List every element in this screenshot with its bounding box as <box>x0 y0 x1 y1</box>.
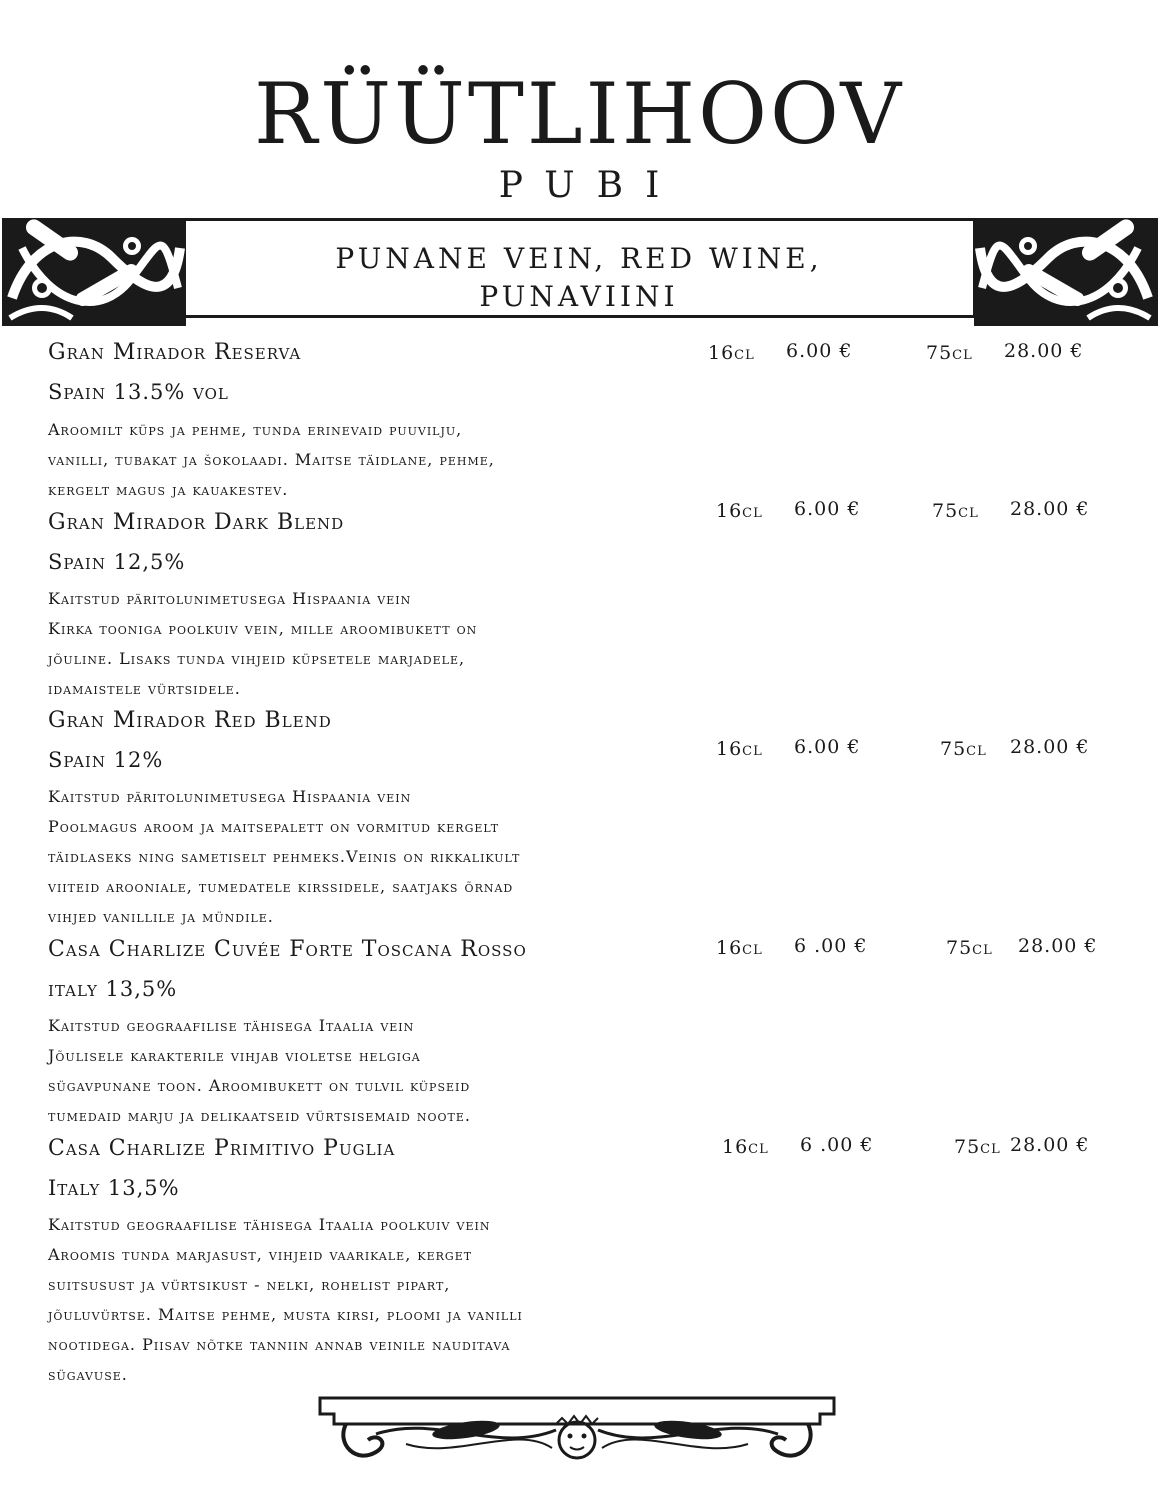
wine-description <box>48 782 608 932</box>
wine-name: Gran Mirador Dark Blend <box>48 510 345 535</box>
description-line: sügavpunane toon. Aroomibukett on tulvil küpseid <box>48 1076 471 1095</box>
description-line: kergelt magus ja kauakestev. <box>48 480 289 499</box>
bottle-price: 28.00 € <box>1010 498 1090 520</box>
wine-description <box>48 415 608 505</box>
description-line: suitsusust ja vürtsikust - nelki, rohelist pipart, <box>48 1275 451 1294</box>
description-line: Kaitstud geograafilise tähisega Itaalia poolkuiv vein <box>48 1215 491 1234</box>
description-line: Kirka tooniga poolkuiv vein, mille aroomibukett on <box>48 619 478 638</box>
bottle-size: 75cl <box>926 342 973 364</box>
bottle-size: 75cl <box>946 937 993 959</box>
glass-size: 16cl <box>708 342 755 364</box>
description-line: Aroomilt küps ja pehme, tunda erinevaid puuvilju, <box>48 420 463 439</box>
bottle-price: 28.00 € <box>1010 736 1090 758</box>
section-title <box>182 240 976 316</box>
wine-origin: Italy 13,5% <box>48 1176 180 1200</box>
description-line: Kaitstud geograafilise tähisega Itaalia vein <box>48 1016 415 1035</box>
wine-name: Casa Charlize Primitivo Puglia <box>48 1136 396 1161</box>
description-line: sügavuse. <box>48 1365 128 1384</box>
wine-origin: italy 13,5% <box>48 977 178 1001</box>
wine-description <box>48 1210 608 1390</box>
pub-title: RÜÜTLIHOOV <box>254 65 904 163</box>
section-title-line-2: PUNAVIINI <box>479 280 679 313</box>
description-line: viiteid arooniale, tumedatele kirssidele, saatjaks õrnad <box>48 877 514 896</box>
bottle-size: 75cl <box>932 500 979 522</box>
description-line: Kaitstud päritolunimetusega Hispaania vein <box>48 787 412 806</box>
wine-description <box>48 584 608 704</box>
bottle-price: 28.00 € <box>1018 935 1098 957</box>
wine-origin: Spain 12,5% <box>48 550 186 574</box>
description-line: Poolmagus aroom ja maitsepalett on vormitud kergelt <box>48 817 500 836</box>
glass-price: 6 .00 € <box>800 1134 874 1156</box>
glass-price: 6 .00 € <box>794 935 868 957</box>
description-line: täidlaseks ning sametiselt pehmeks.Veinis on rikkalikult <box>48 847 521 866</box>
wine-origin: Spain 12% <box>48 748 164 772</box>
pub-subtitle: PUBI <box>498 165 682 206</box>
wine-name: Gran Mirador Red Blend <box>48 708 332 733</box>
glass-size: 16cl <box>716 937 763 959</box>
wine-origin: Spain 13.5% vol <box>48 380 229 404</box>
description-line: Jõulisele karakterile vihjab violetse helgiga <box>48 1046 421 1065</box>
glass-size: 16cl <box>722 1136 769 1158</box>
description-line: jõuline. Lisaks tunda vihjeid küpsetele marjadele, <box>48 649 466 668</box>
section-title-line-1: PUNANE VEIN, RED WINE, <box>335 242 823 275</box>
description-line: idamaistele vürtsidele. <box>48 679 241 698</box>
bottle-size: 75cl <box>954 1136 1001 1158</box>
wine-name: Casa Charlize Cuvée Forte Toscana Rosso <box>48 937 527 962</box>
wine-description <box>48 1011 608 1131</box>
glass-price: 6.00 € <box>794 498 861 520</box>
wine-name: Gran Mirador Reserva <box>48 340 302 365</box>
glass-size: 16cl <box>716 500 763 522</box>
glass-size: 16cl <box>716 738 763 760</box>
celtic-knot-right-ornament <box>974 218 1158 326</box>
bottle-price: 28.00 € <box>1004 340 1084 362</box>
description-line: nootidega. Piisav nõtke tanniin annab veinile nauditava <box>48 1335 511 1354</box>
scroll-footer-ornament <box>316 1394 838 1470</box>
celtic-knot-left-ornament <box>2 218 186 326</box>
bottle-size: 75cl <box>940 738 987 760</box>
bottle-price: 28.00 € <box>1010 1134 1090 1156</box>
description-line: Kaitstud päritolunimetusega Hispaania vein <box>48 589 412 608</box>
description-line: jõuluvürtse. Maitse pehme, musta kirsi, ploomi ja vanilli <box>48 1305 523 1324</box>
description-line: tumedaid marju ja delikaatseid vürtsisemaid noote. <box>48 1106 471 1125</box>
description-line: Aroomis tunda marjasust, vihjeid vaarikale, kerget <box>48 1245 473 1264</box>
description-line: vihjed vanillile ja mündile. <box>48 907 274 926</box>
glass-price: 6.00 € <box>786 340 853 362</box>
glass-price: 6.00 € <box>794 736 861 758</box>
description-line: vanilli, tubakat ja šokolaadi. Maitse täidlane, pehme, <box>48 450 495 469</box>
